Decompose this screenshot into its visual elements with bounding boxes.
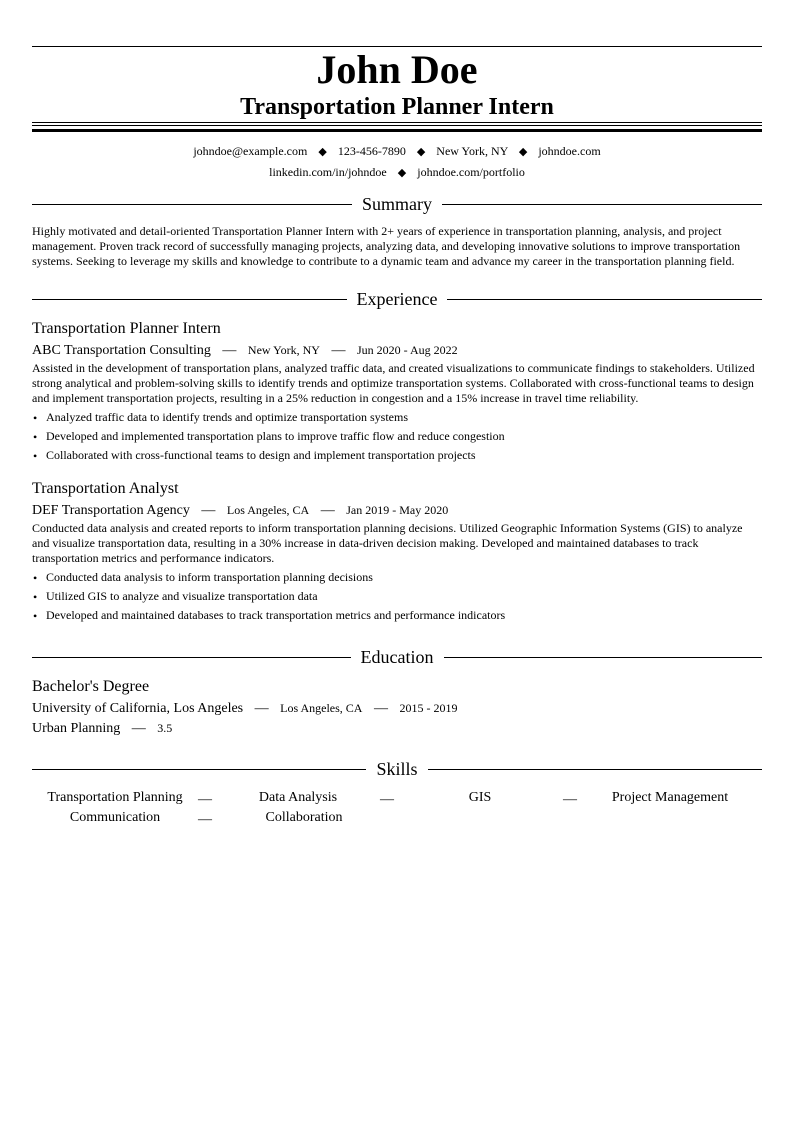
job-company: DEF Transportation Agency xyxy=(32,503,190,518)
skills-heading-title: Skills xyxy=(376,759,418,779)
job-company: ABC Transportation Consulting xyxy=(32,343,211,358)
list-item xyxy=(32,568,758,587)
education-school: University of California, Los Angeles xyxy=(32,701,244,716)
experience-heading-title: Experience xyxy=(356,289,438,309)
bullet-icon: • xyxy=(33,430,38,444)
summary-text: Highly motivated and detail-oriented Transportation Planner Intern with 2+ years of experience in transportation planning, analysis, and project management. Proven track record of successfully managing projects, analyzing data, and developing innovative solutions to improve transportation systems. Seeking to leverage my skills and knowledge to contribute to a dynamic team and advance my career in the transportation planning field. xyxy=(32,224,741,268)
heading-rule-right xyxy=(444,657,763,658)
bullet-icon: • xyxy=(33,590,38,604)
bullet-icon: • xyxy=(33,411,38,425)
dash-separator: — xyxy=(222,343,237,358)
contact-phone[interactable]: 123-456-7890 xyxy=(337,144,406,158)
candidate-role: Transportation Planner Intern xyxy=(240,94,554,120)
job-bullets xyxy=(32,568,758,625)
dash-separator: — xyxy=(331,343,346,358)
education-meta xyxy=(32,699,457,718)
contact-portfolio[interactable]: johndoe.com/portfolio xyxy=(417,165,525,179)
job-bullets xyxy=(32,408,758,465)
skill-separator: — xyxy=(380,792,394,807)
header-divider-thin-1 xyxy=(32,122,762,123)
dash-separator: — xyxy=(131,721,146,736)
skill-item: Communication xyxy=(69,810,161,825)
bullet-text: Conducted data analysis to inform transportation planning decisions xyxy=(46,570,373,584)
skill-item: Collaboration xyxy=(265,810,343,825)
education-heading-title: Education xyxy=(360,647,434,667)
heading-rule-left xyxy=(32,204,352,205)
skill-separator: — xyxy=(198,812,212,827)
candidate-name: John Doe xyxy=(316,47,478,92)
job-meta xyxy=(32,501,448,520)
summary-heading xyxy=(32,193,762,215)
heading-rule-right xyxy=(442,204,762,205)
heading-rule-right xyxy=(447,299,762,300)
list-item xyxy=(32,427,758,446)
job-location: Los Angeles, CA xyxy=(226,503,310,517)
contact-linkedin[interactable]: linkedin.com/in/johndoe xyxy=(269,165,387,179)
bullet-icon: • xyxy=(33,449,38,463)
job-description: Conducted data analysis and created reports to inform transportation planning decisions. Utilized Geographic Information Systems (GIS) to analyze and visualize transportation data, resulting in a 30% increase in data-driven decision making. Developed and maintained databases to track transportation metrics and performance indicators. xyxy=(32,521,743,565)
list-item xyxy=(32,587,758,606)
heading-rule-left xyxy=(32,299,347,300)
heading-rule-left xyxy=(32,657,351,658)
job-dates: Jan 2019 - May 2020 xyxy=(346,503,449,517)
job-title: Transportation Planner Intern xyxy=(32,320,221,337)
education-years: 2015 - 2019 xyxy=(399,701,458,715)
list-item xyxy=(32,606,758,625)
bullet-icon: • xyxy=(33,609,38,623)
dash-separator: — xyxy=(320,503,335,518)
education-major: Urban Planning xyxy=(32,721,121,736)
education-major-line xyxy=(32,719,172,738)
list-item xyxy=(32,408,758,427)
skill-item: GIS xyxy=(468,790,492,805)
dash-separator: — xyxy=(201,503,216,518)
job-location: New York, NY xyxy=(247,343,320,357)
education-location: Los Angeles, CA xyxy=(280,701,363,715)
dash-separator: — xyxy=(373,701,388,716)
diamond-separator-icon: ◆ xyxy=(397,167,407,179)
job-title: Transportation Analyst xyxy=(32,480,179,497)
skill-item: Transportation Planning xyxy=(47,790,183,805)
education-gpa: 3.5 xyxy=(157,721,173,735)
education-heading xyxy=(32,646,762,668)
experience-heading xyxy=(32,288,762,310)
bullet-icon: • xyxy=(33,571,38,585)
bullet-text: Developed and maintained databases to track transportation metrics and performance indicators xyxy=(46,608,506,622)
heading-rule-left xyxy=(32,769,366,770)
skill-separator: — xyxy=(563,792,577,807)
dash-separator: — xyxy=(254,701,269,716)
header-divider-thick xyxy=(32,129,762,132)
job-description: Assisted in the development of transportation plans, analyzed traffic data, and created visualizations to communicate findings to stakeholders. Utilized strong analytical and problem-solving skills to identify trends and optimize transportation systems. Collaborated with cross-functional teams to design and implement transportation projects, resulting in a 25% reduction in congestion and a 15% increase in travel time reliability. xyxy=(32,361,755,405)
bullet-text: Analyzed traffic data to identify trends and optimize transportation systems xyxy=(46,410,409,424)
skill-item: Project Management xyxy=(611,790,729,805)
bullet-text: Utilized GIS to analyze and visualize transportation data xyxy=(46,589,318,603)
list-item xyxy=(32,446,758,465)
contact-website[interactable]: johndoe.com xyxy=(538,144,601,158)
contact-line-1 xyxy=(32,143,762,160)
skill-separator: — xyxy=(198,792,212,807)
skill-item: Data Analysis xyxy=(258,790,338,805)
bullet-text: Developed and implemented transportation plans to improve traffic flow and reduce congestion xyxy=(46,429,505,443)
summary-heading-title: Summary xyxy=(362,194,432,214)
bullet-text: Collaborated with cross-functional teams to design and implement transportation projects xyxy=(46,448,476,462)
degree-title: Bachelor's Degree xyxy=(32,678,150,695)
job-dates: Jun 2020 - Aug 2022 xyxy=(356,343,458,357)
job-meta xyxy=(32,341,458,360)
diamond-separator-icon: ◆ xyxy=(318,146,327,158)
contact-location: New York, NY xyxy=(436,144,508,158)
diamond-separator-icon: ◆ xyxy=(518,146,528,158)
header-divider-thin-2 xyxy=(32,125,762,126)
diamond-separator-icon: ◆ xyxy=(416,146,426,158)
heading-rule-right xyxy=(428,769,762,770)
contact-line-2 xyxy=(32,164,762,181)
skills-heading xyxy=(32,758,762,780)
contact-email[interactable]: johndoe@example.com xyxy=(193,144,308,158)
